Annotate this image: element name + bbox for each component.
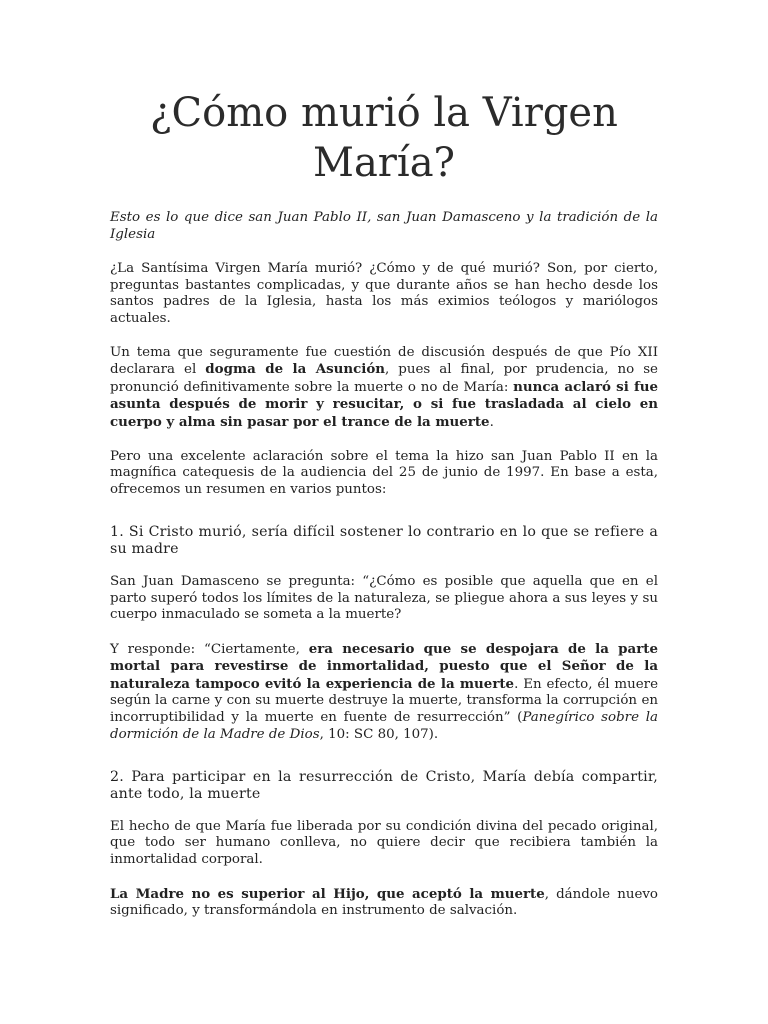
section-2-paragraph-1: El hecho de que María fue liberada por su condición divina del pecado original, que todo ser humano conlleva, no quiere decir que recibiera también la inmortalidad corporal. [110,818,658,868]
page-title: ¿Cómo murió la Virgen María? [150,90,618,186]
section-2-paragraph-2 [110,886,658,920]
section-1-paragraph-2 [110,641,658,744]
summary-intro-paragraph: Pero una excelente aclaración sobre el tema la hizo san Juan Pablo II en la magnífica catequesis de la audiencia del 25 de junio de 1997. En base a esta, ofrecemos un resumen en varios puntos: [110,448,658,497]
section-1-paragraph-1: San Juan Damasceno se pregunta: “¿Cómo es posible que aquella que en el parto superó todos los límites de la naturaleza, se pliegue ahora a sus leyes y su cuerpo inmaculado se someta a la muerte? [110,573,658,623]
section-1-heading: 1. Si Cristo murió, sería difícil sostener lo contrario en lo que se refiere a su madre [110,524,658,558]
bold-run: dogma de la Asunción [205,361,386,378]
section-2-heading: 2. Para participar en la resurrección de Cristo, María debía compartir, ante todo, la muerte [110,769,658,803]
italic-run: Panegírico sobre la dormición de la Madre de Dios [110,710,658,742]
bold-run: era necesario que se despojara de la parte mortal para revestirse de inmortalidad, puesto que el Señor de la naturaleza tampoco evitó la experiencia de la muerte [110,640,658,692]
text-run: , dándole nuevo significado, y transformándola en instrumento de salvación. [110,886,658,919]
text-run: , pues al final, por prudencia, no se pronunció definitivamente sobre la muerte o no de María: [110,362,658,395]
intro-paragraph: ¿La Santísima Virgen María murió? ¿Cómo y de qué murió? Son, por cierto, preguntas bastantes complicadas, y que durante años se han hecho desde los santos padres de la Iglesia, hasta los más eximios teólogos y mariólogos actuales. [110,261,658,326]
text-run: . [489,414,494,430]
subtitle: Esto es lo que dice san Juan Pablo II, san Juan Damasceno y la tradición de la Iglesia [110,210,658,242]
text-run: Un tema que seguramente fue cuestión de discusión después de que Pío XII declarara el [110,344,658,378]
bold-run: nunca aclaró si fue asunta después de morir y resucitar, o si fue trasladada al cielo en cuerpo y alma sin pasar por el trance de la muerte [110,378,659,430]
text-run: , 10: SC 80, 107). [319,726,439,742]
text-run: Y responde: “Ciertamente, [110,641,309,657]
bold-run: La Madre no es superior al Hijo, que aceptó la muerte [110,885,545,902]
text-run: . En efecto, él muere según la carne y con su muerte destruye la muerte, transforma la corrupción en incorruptibilidad y la muerte en fuente de resurrección” ( [110,676,658,726]
assumption-paragraph [110,345,658,432]
